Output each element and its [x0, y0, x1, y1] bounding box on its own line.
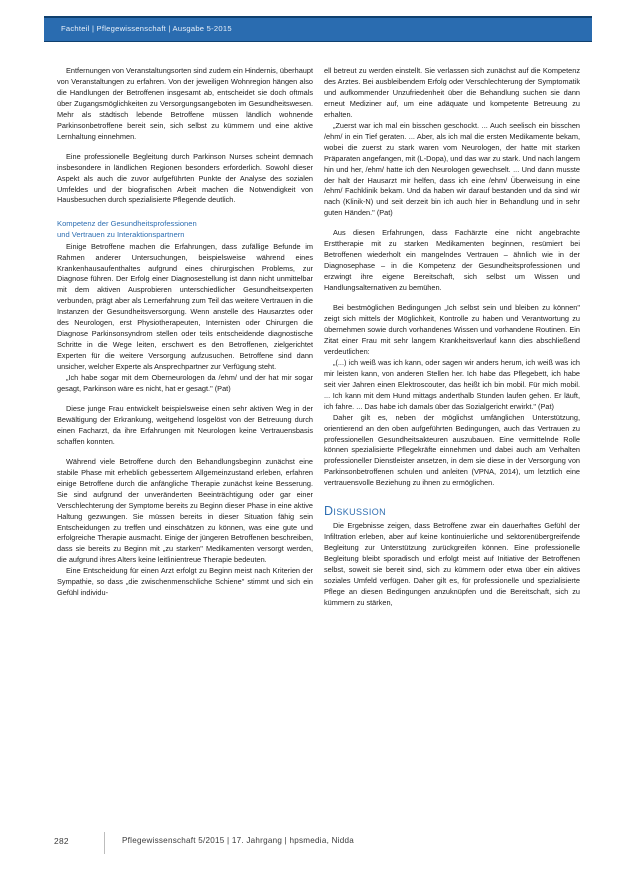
paragraph: Daher gilt es, neben der möglichst umfänglichen Unterstützung, orientierend an den oben aufgeführten Bedingungen, auch das Vertrauen zu professionellen Gesundheitsakteuren auszubauen. Eine vermittelnde Rolle können spezialisierte Pflegekräfte einnehmen und dabei auch am Verhalten professioneller Dienstleister ansetzen, in dem sie diese in der Versorgung von Parkinsonbetroffenen schulen und anleiten (VPNA, 2014), um letztlich eine vertrauensvolle Beziehung zu ihnen zu ermöglichen. — [324, 412, 580, 488]
quotation: „Zuerst war ich mal ein bisschen geschockt. ... Auch seelisch ein bisschen /ehm/ in ein Tief geraten. ... Aber, als ich mal die ersten Medikamente bekam, wobei die zuerst zu stark waren vom Neurologen, der hatte mit starken Präparaten angefangen, mit (L-Dopa), und das war zu stark. Und nach langem hin und her, /ehm/ hatte ich den Neurologen gewechselt. ... Und dann musste der halt der Hausarzt mir helfen, dass ich eine /ehm/ Überweisung in eine /ehm/ Fachklinik bekam. Und da haben wir darauf bestanden und da sind wir nach (Klinik-N) und seit derzeit bin ich auch hier in Behandlung und in sehr guten Händen." (Pat) — [324, 120, 580, 218]
paragraph: Eine Entscheidung für einen Arzt erfolgt zu Beginn meist nach Kriterien der Sympathie, so dass „die zwischenmenschliche Schiene" stimmt und sich ein Gefühl individu- — [57, 566, 313, 598]
paragraph: Aus diesen Erfahrungen, dass Fachärzte eine nicht angebrachte Ersttherapie mit zu starken Medikamenten beginnen, resümiert bei Betroffenen wiederholt ein mangelndes Vertrauen – ähnlich wie in der Diagnosephase – in die Kompetenz der Gesundheitsprofessionen und erzwingt ihre eigene Bereitschaft, sich selbst um Wissen und Handlungsalternativen zu bemühen. — [324, 228, 580, 293]
page-number: 282 — [54, 836, 69, 846]
paragraph: Während viele Betroffene durch den Behandlungsbeginn zunächst eine stabile Phase mit erheblich gebessertem Allgemeinzustand erleben, erfahren einige Betroffene durch die anfängliche Therapie zunächst keine Besserung. Sie sind aufgrund der unveränderten Beeinträchtigung oder gar einer Verschlechterung der Symptome bereits zu Beginn dieser Phase in eine aktive Haltung gezwungen. Sie müssen bereits in dieser Situation fähig sein Entscheidungen zu treffen und einschätzen zu können, was eine gute und erfolgreiche Therapie ausmacht. Einige der jüngeren Betroffenen beschreiben, dass sie bereits zu Beginn mit „zu starken" Medikamenten versorgt werden, die aufgrund ihres Alters keine leitlinientreue Therapie bedeuten. — [57, 456, 313, 565]
paragraph: Eine professionelle Begleitung durch Parkinson Nurses scheint demnach insbesondere in ländlichen Regionen besonders erforderlich. Sowohl dieser Aspekt als auch die zuvor aufgeführten Punkte der Analyse des sozialen Umfeldes und der biografischen Arbeit machen die Notwendigkeit von Hausbesuchen durch spezialisierte Pflegende deutlich. — [57, 151, 313, 205]
running-header-label: Fachteil | Pflegewissenschaft | Ausgabe 5-2015 — [61, 24, 232, 33]
paragraph: Einige Betroffene machen die Erfahrungen, dass zufällige Befunde im Rahmen anderer Untersuchungen, beispielsweise während eines Krankenhausaufenthaltes aufgrund eines chirurgischen Problems, zur Diagnose führen. Der Erfolg einer Diagnosestellung ist dann nicht unmittelbar mit dem aktiven Ausprobieren unterschiedlicher Gesundheitsexperten verbunden, prägt aber als Lernerfahrung zum Teil das weitere Vertrauen in die Instanzen der Gesundheitsversorgung. Wenn anstelle des Hausarztes oder des Neurologen, erst Physiotherapeuten, Internisten oder Chirurgen die Diagnose Parkinsonsyndrom stellen oder teils entscheidende diagnostische Schritte in die Wege leiten, erschwert es den Betroffenen, zielgerichtet Experten für die weitere Versorgung aufzusuchen. Betroffene sind dann unsicher, welcher Experte als Ansprechpartner zur Verfügung steht. — [57, 241, 313, 372]
section-heading-diskussion: Diskussion — [324, 504, 387, 519]
quotation: „Ich habe sogar mit dem Oberneurologen da /ehm/ und der hat mir sogar gesagt, Parkinson wäre es nicht, hat er gesagt." (Pat) — [57, 373, 313, 394]
paragraph: Bei bestmöglichen Bedingungen „Ich selbst sein und bleiben zu können" zeigt sich mittels der Möglichkeit, Kontrolle zu haben und Verantwortung zu übernehmen sowie durch vorhandenes Wissen und vorhandene Routinen. Ein Zitat einer Frau mit sehr langem Krankheitsverlauf kann dies abschließend verdeutlichen: — [324, 303, 580, 356]
quotation: „(...) ich weiß was ich kann, oder sagen wir anders herum, ich weiß was ich mir leisten kann, von anderen Stellen her. Ich habe das Pflegebett, ich habe seit vier Jahren einen Elektroscouter, das heißt ich bin mobil. Für mich mobil. ... Ich kann mit dem Hund mittags anderthalb Stunden laufen gehen. Er läuft, ich fahre. ... Das habe ich damals über das Sozialgericht erwirkt." (Pat) — [324, 357, 580, 411]
footer-divider — [104, 832, 105, 854]
subsection-heading — [57, 219, 313, 240]
text-column-left — [57, 66, 313, 599]
subsection-heading-line-2: und Vertrauen zu Interaktionspartnern — [57, 230, 185, 240]
paragraph: Diese junge Frau entwickelt beispielsweise einen sehr aktiven Weg in der Bewältigung der Erkrankung, weitgehend losgelöst von der Betreuung durch einen Facharzt, da ihre Erfahrungen mit Neurologen keine Vertrauensbasis schaffen konnten. — [57, 403, 313, 446]
subsection-heading-line-1: Kompetenz der Gesundheitsprofessionen — [57, 219, 197, 229]
footer-citation: Pflegewissenschaft 5/2015 | 17. Jahrgang | hpsmedia, Nidda — [122, 836, 354, 845]
running-header-bar — [44, 16, 592, 42]
paragraph: Entfernungen von Veranstaltungsorten sind zudem ein Hindernis, überhaupt von Veranstaltungen zu erfahren. Von der jeweiligen Wohnregion hängen also die Handlungen der Betroffenen insgesamt ab, entscheidet sie doch oftmals über Zugangsmöglichkeiten zu Versorgungsangeboten im Gesundheitswesen. Mehr als städtisch lebende Betroffene müssen ländlich wohnende Parkinsonbetroffene bereit sein, sich selbst zu kümmern und eine aktive Lernhaltung einnehmen. — [57, 66, 313, 141]
paragraph: ell betreut zu werden einstellt. Sie verlassen sich zunächst auf die Kompetenz des Arztes. Bei ausbleibendem Erfolg oder Verschlechterung der Symptomatik und aufkommender Unzufriedenheit über die Behandlung suchen sie dann erneut Mediziner auf, um eine adäquate und kompetente Betreuung zu erhalten. — [324, 66, 580, 119]
paragraph: Die Ergebnisse zeigen, dass Betroffene zwar ein dauerhaftes Gefühl der Infiltration erleben, aber auf keine kontinuierliche und sektorenübergreifende Begleitung zur Unterstützung zurückgreifen können. Eine professionelle Begleitung bleibt sporadisch und erfolgt meist auf Initiative der Betroffenen selbst, soweit sie bereit sind, sich zu kümmern oder etwa über ein aktives soziales Umfeld verfügen. Daher gilt es, für professionelle und spezialisierte Pflege an diesen Bedingungen anzuknüpfen und die Bereitschaft, sich zu kümmern zu stärken, — [324, 521, 580, 607]
page-footer — [44, 832, 592, 854]
text-column-right — [324, 66, 580, 609]
